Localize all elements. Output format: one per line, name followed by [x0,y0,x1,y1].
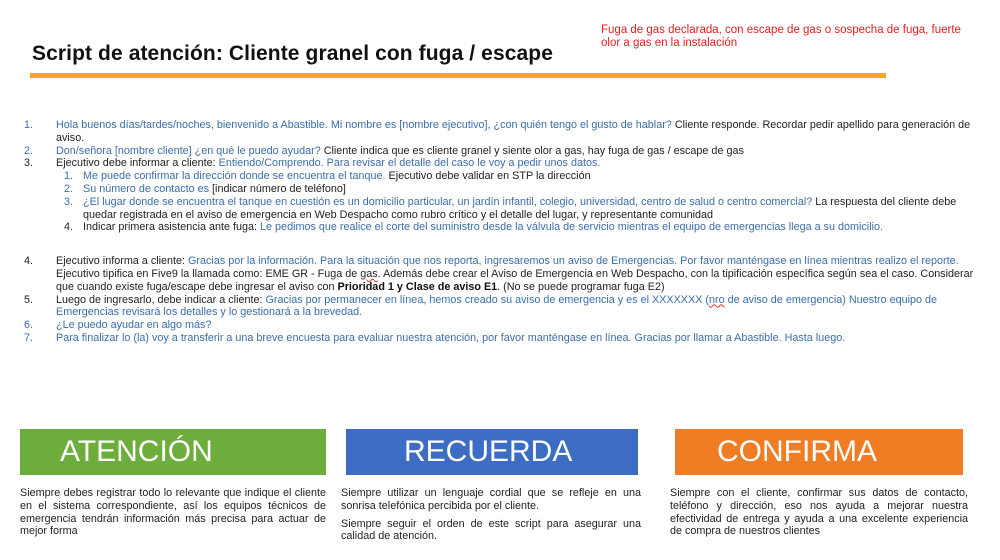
agent-line: ¿Le puedo ayudar en algo más? [56,319,212,332]
agent-line: Para finalizar lo (la) voy a transferir a una breve encuesta para evaluar nuestra atención, por favor manténgase en línea. Gracias por llamar a Abastible. Hasta luego. [56,331,846,344]
instruction: . Además debe crear el Aviso de Emergencia en Web Despacho, con la tipificación específica según sea el caso. Considerar que cuando existe fuga/escape debe ingresar el aviso con [56,267,974,293]
substep-3-1 [24,170,984,183]
agent-line: Su número de contacto es [83,182,210,195]
agent-line: Le pedimos que realice el corte del suministro desde la válvula de servicio mientras el equipo de emergencias llega a su domicilio. [260,221,883,234]
agent-line: Don/señora [nombre cliente] ¿en qué le puedo ayudar? [56,144,321,157]
step-number: 4. [24,255,34,268]
step-5 [24,294,984,320]
step-3 [24,157,984,170]
recuerda-paragraph-1: Siempre utilizar un lenguaje cordial que se refleje en una sonrisa telefónica percibida por el cliente. [341,487,641,512]
confirma-title: CONFIRMA [717,435,877,468]
instruction: Ejecutivo debe informar a cliente: [56,157,219,170]
atencion-title: ATENCIÓN [60,435,213,468]
step-6 [24,319,984,332]
step-number: 7. [24,331,34,344]
instruction: Ejecutivo informa a cliente: [56,255,189,268]
confirma-paragraph: Siempre con el cliente, confirmar sus datos de contacto, teléfono y dirección, eso nos ayuda a mejorar nuestra efectividad de entrega y ayuda a una excelente experiencia de compra de nuestros clientes [670,487,968,538]
step-number: 1. [24,119,34,131]
step-number: 5. [24,293,34,306]
instruction: . (No se puede programar fuga E2) [497,280,665,293]
step-number: 3. [24,157,34,170]
instruction: Cliente responde. Recordar pedir apellido para generación de aviso. [56,119,971,144]
substep-3-2 [24,183,984,196]
atencion-paragraph: Siempre debes registrar todo lo relevante que indique el cliente en el sistema correspondiente, así los equipos técnicos de emergencia tendrán información más precisa para actuar de mejor forma [20,487,326,538]
agent-line: ¿El lugar donde se encuentra el tanque en cuestión es un domicilio particular, un jardín infantil, colegio, universidad, centro de salud o centro comercial? [83,195,813,208]
flagged-word: gas [360,267,378,280]
step-7 [24,332,984,345]
agent-line: de aviso de emergencia) Nuestro equipo de Emergencias revisará los detalles y lo gestionará a la brevedad. [56,293,938,319]
confirma-header [675,429,963,475]
agent-line: Gracias por la información. Para la situación que nos reporta, ingresaremos un aviso de Emergencias. Por favor manténgase en línea mientras realizo el reporte. [188,255,959,268]
page-title: Script de atención: Cliente granel con fuga / escape [32,42,553,65]
step-1 [24,119,984,145]
atencion-header [20,429,326,475]
substep-3-3 [24,196,984,222]
instruction: Luego de ingresarlo, debe indicar a cliente: [56,293,266,306]
step-number: 2. [24,144,34,157]
recuerda-header [346,429,638,475]
recuerda-paragraph-2: Siempre seguir el orden de este script para asegurar una calidad de atención. [341,517,641,543]
flagged-word: nro [708,293,725,306]
agent-line: Entiendo/Comprendo. Para revisar el detalle del caso le voy a pedir unos datos. [218,157,601,170]
substep-number: 4. [64,221,74,234]
instruction: Cliente indica que es cliente granel y siente olor a gas, hay fuga de gas / escape de gas [320,144,744,157]
scenario-note: Fuga de gas declarada, con escape de gas o sospecha de fuga, fuerte olor a gas en la instalación [601,24,961,49]
substep-number: 2. [64,182,74,195]
step-number: 6. [24,319,34,332]
instruction: [indicar número de teléfono] [209,182,346,195]
substep-number: 3. [64,195,74,208]
step-4 [24,255,984,293]
recuerda-text [341,487,641,543]
recuerda-title: RECUERDA [404,435,573,468]
substep-number: 1. [64,170,74,183]
atencion-text [20,487,326,538]
confirma-text [670,487,968,538]
agent-line: Me puede confirmar la dirección donde se encuentra el tanque. [83,170,386,183]
substep-3-4 [24,221,984,234]
agent-line: Gracias por permanecer en línea, hemos creado su aviso de emergencia y es el XXXXXXX ( [265,293,709,306]
instruction: Indicar primera asistencia ante fuga: [83,221,261,234]
priority-emphasis: Prioridad 1 y Clase de aviso E1 [337,280,498,293]
instruction: Ejecutivo tipifica en Five9 la llamada como: EME GR - Fuga de [56,267,361,280]
agent-line: Hola buenos días/tardes/noches, bienvenido a Abastible. Mi nombre es [nombre ejecutivo], ¿con quién tengo el gusto de hablar? [56,119,672,131]
title-underline [30,73,886,78]
instruction: Ejecutivo debe validar en STP la dirección [385,170,591,183]
instruction: La respuesta del cliente debe quedar registrada en el aviso de emergencia en Web Despacho como rubro crítico y el detalle del lugar, y representante comunidad [83,195,957,221]
step-2 [24,145,984,158]
script-steps [24,119,984,345]
